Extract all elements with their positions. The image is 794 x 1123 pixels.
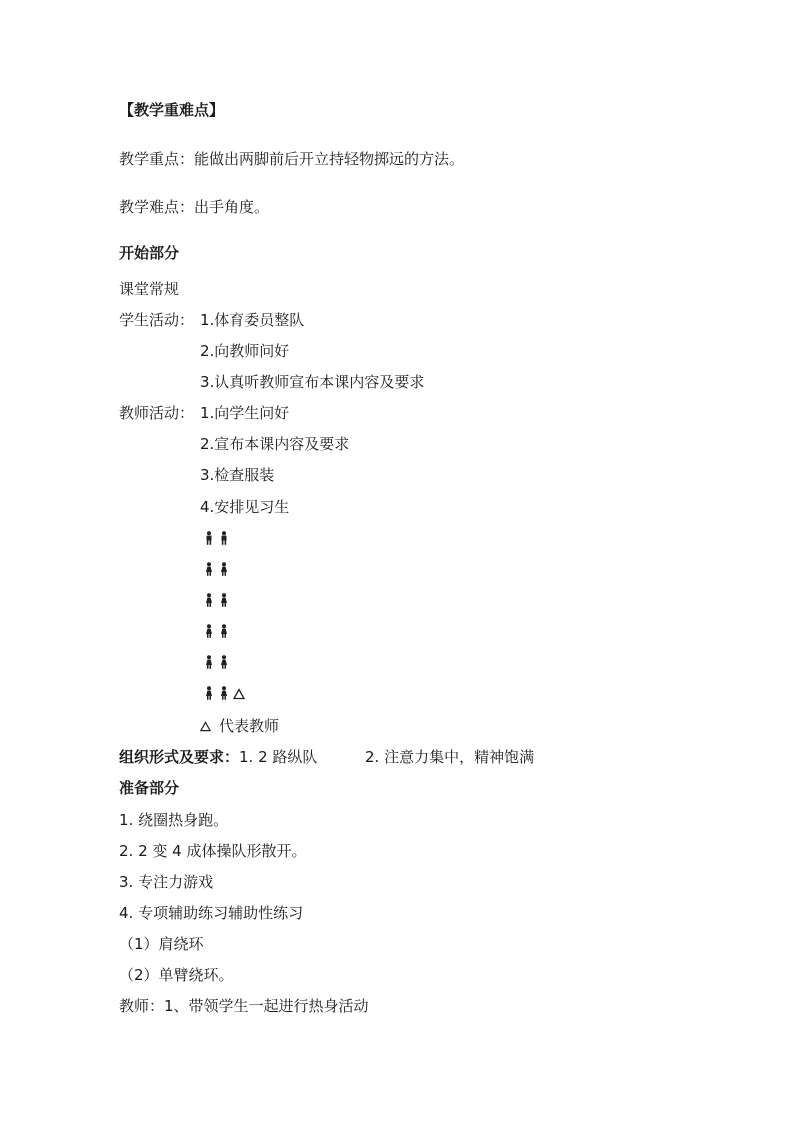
start-section-heading: 开始部分 — [119, 244, 180, 262]
teacher-line: 教师：1、带领学生一起进行热身活动 — [119, 997, 369, 1015]
key-point-text: 教学重点：能做出两脚前后开立持轻物掷远的方法。 — [119, 150, 465, 168]
formation-row — [203, 593, 230, 607]
legend-text: 代表教师 — [219, 717, 280, 735]
student-item: 3.认真听教师宣布本课内容及要求 — [200, 373, 425, 391]
student-item: 1.体育委员整队 — [200, 311, 305, 329]
formation-legend — [200, 716, 279, 736]
difficulty-text: 教学难点：出手角度。 — [119, 198, 270, 216]
prep-item: 3. 专注力游戏 — [119, 873, 214, 891]
girl-student-icon — [218, 562, 230, 576]
formation-row — [203, 562, 230, 576]
organization-req-2: 2. 注意力集中，精神饱满 — [365, 748, 535, 766]
girl-student-icon — [203, 624, 215, 638]
prep-sub-item: （2）单臂绕环。 — [119, 966, 234, 984]
prep-item: 2. 2 变 4 成体操队形散开。 — [119, 842, 307, 860]
teacher-activities-label: 教师活动： — [119, 404, 195, 422]
teacher-item: 3.检查服装 — [200, 466, 275, 484]
teacher-item: 4.安排见习生 — [200, 498, 290, 516]
girl-student-icon — [218, 593, 230, 607]
formation-row — [203, 531, 230, 545]
formation-row — [203, 686, 245, 700]
organization-line — [119, 747, 317, 767]
teacher-item: 2.宣布本课内容及要求 — [200, 435, 350, 453]
girl-student-icon — [203, 593, 215, 607]
organization-req-1: 1. 2 路纵队 — [239, 748, 318, 766]
girl-student-icon — [203, 562, 215, 576]
organization-label: 组织形式及要求： — [119, 748, 240, 766]
teacher-item: 1.向学生问好 — [200, 404, 290, 422]
girl-student-icon — [203, 655, 215, 669]
student-activities-label: 学生活动： — [119, 311, 195, 329]
routine-text: 课堂常规 — [119, 280, 180, 298]
girl-student-icon — [203, 686, 215, 700]
teacher-triangle-icon — [200, 721, 211, 732]
formation-row — [203, 624, 230, 638]
boy-student-icon — [203, 531, 215, 545]
prep-sub-item: （1）肩绕环 — [119, 935, 204, 953]
girl-student-icon — [218, 624, 230, 638]
formation-row — [203, 655, 230, 669]
teacher-triangle-icon — [233, 688, 245, 700]
student-item: 2.向教师问好 — [200, 342, 290, 360]
prep-section-heading: 准备部分 — [119, 779, 180, 797]
prep-item: 1. 绕圈热身跑。 — [119, 811, 229, 829]
boy-student-icon — [218, 531, 230, 545]
prep-item: 4. 专项辅助练习辅助性练习 — [119, 904, 304, 922]
girl-student-icon — [218, 686, 230, 700]
key-points-heading: 【教学重难点】 — [119, 101, 225, 119]
girl-student-icon — [218, 655, 230, 669]
